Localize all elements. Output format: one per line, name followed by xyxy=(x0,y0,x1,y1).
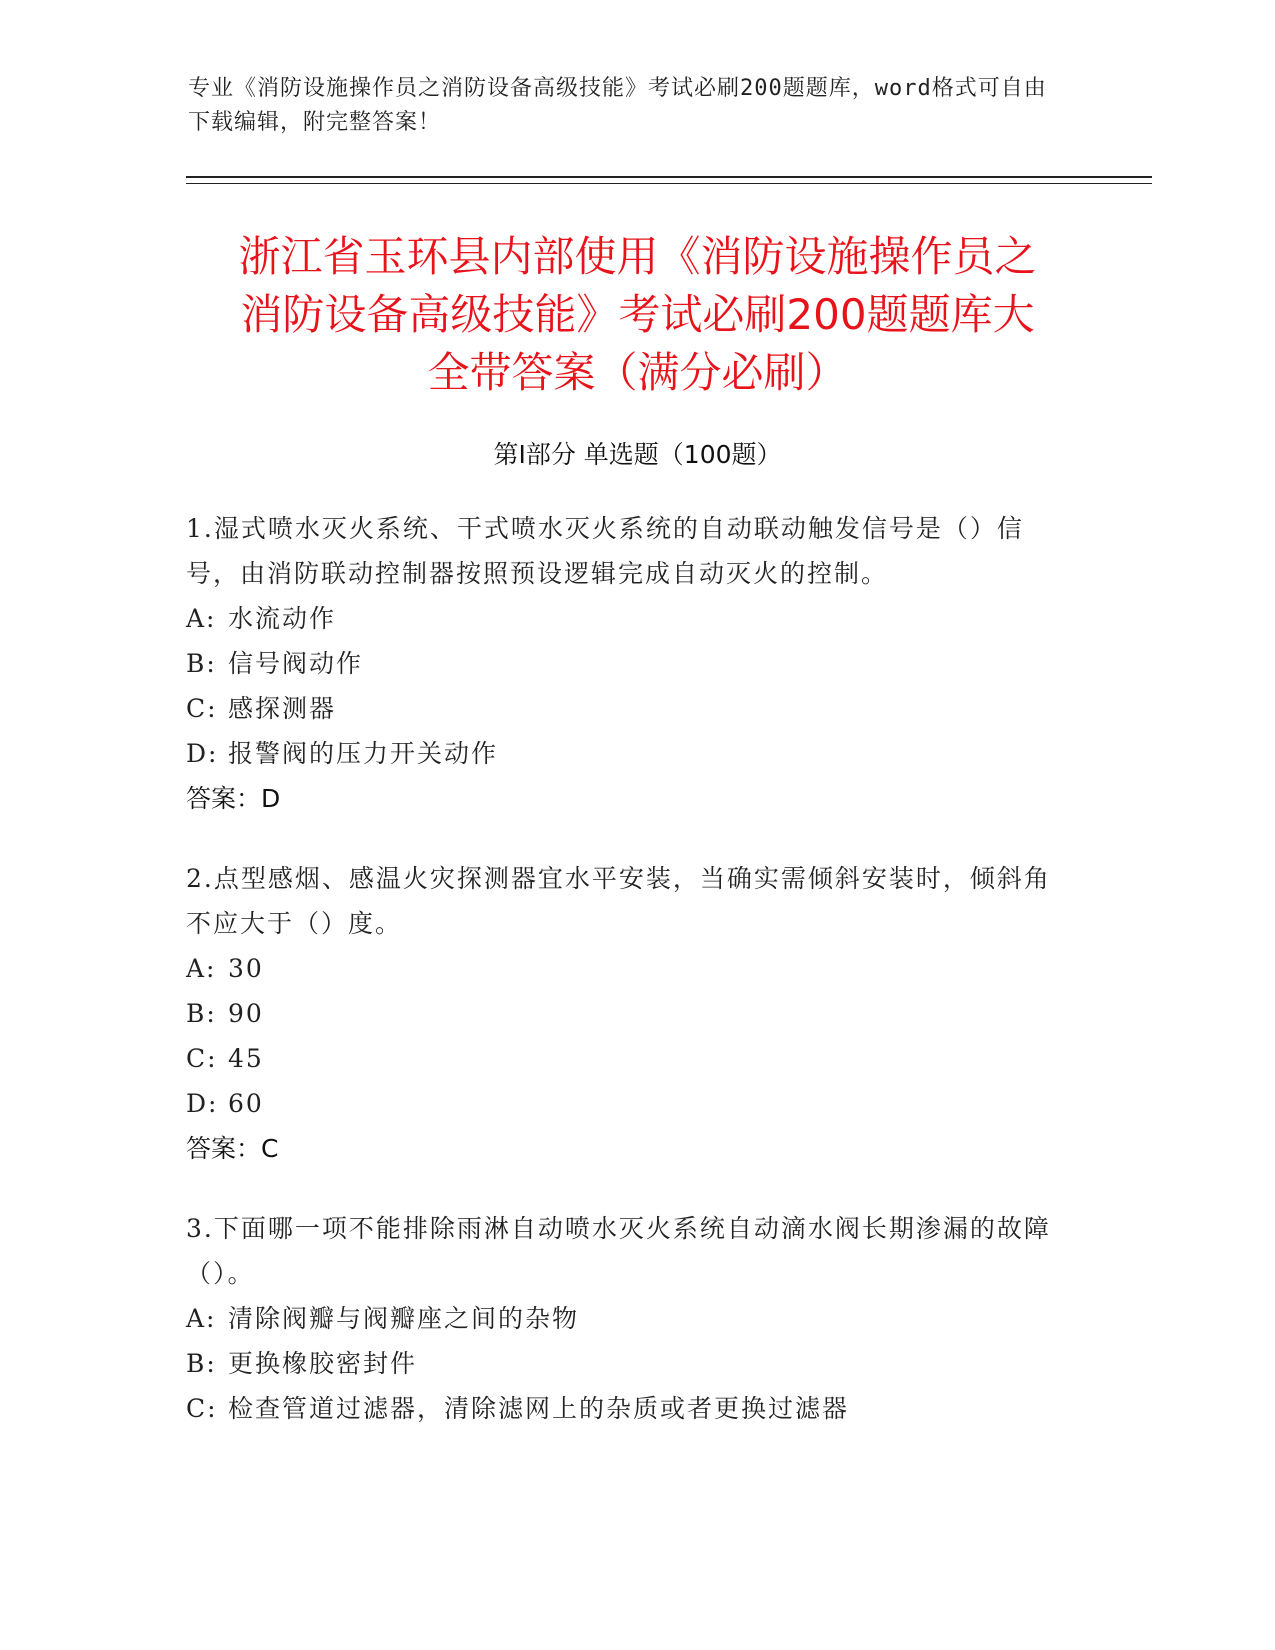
option-a xyxy=(186,946,1066,991)
option-d xyxy=(186,1081,1066,1126)
option-text: 45 xyxy=(228,1044,264,1073)
option-b xyxy=(186,991,1066,1036)
document-title-line-1: 浙江省玉环县内部使用《消防设施操作员之 xyxy=(238,232,1037,281)
document-title-line-2: 消防设备高级技能》考试必刷200题题库大 xyxy=(240,290,1035,339)
header-divider-thick xyxy=(186,176,1152,178)
option-key: B: xyxy=(186,999,217,1028)
question-1 xyxy=(186,506,1066,821)
option-key: B: xyxy=(186,1349,217,1378)
question-stem: 2.点型感烟、感温火灾探测器宜水平安装，当确实需倾斜安装时，倾斜角不应大于（）度。 xyxy=(186,864,1051,938)
header-note: 专业《消防设施操作员之消防设备高级技能》考试必刷200题题库，word格式可自由下载编辑，附完整答案！ xyxy=(188,76,1047,135)
option-key: D: xyxy=(186,739,219,768)
option-c xyxy=(186,1036,1066,1081)
option-text: 信号阀动作 xyxy=(228,649,364,678)
option-a xyxy=(186,596,1066,641)
option-text: 清除阀瓣与阀瓣座之间的杂物 xyxy=(228,1304,580,1333)
option-c xyxy=(186,686,1066,731)
answer: 答案：C xyxy=(186,1134,279,1163)
header-divider-thin xyxy=(186,183,1152,184)
answer: 答案：D xyxy=(186,784,281,813)
section-heading: 第Ⅰ部分 单选题（100题） xyxy=(493,440,782,469)
option-key: A: xyxy=(186,604,217,633)
question-2 xyxy=(186,856,1066,1171)
option-text: 水流动作 xyxy=(228,604,337,633)
option-b xyxy=(186,1341,1066,1386)
option-text: 90 xyxy=(228,999,264,1028)
document-title-line-3: 全带答案（满分必刷） xyxy=(427,348,848,397)
question-stem: 3.下面哪一项不能排除雨淋自动喷水灭火系统自动滴水阀长期渗漏的故障（）。 xyxy=(186,1214,1051,1288)
option-key: A: xyxy=(186,954,217,983)
option-text: 30 xyxy=(228,954,264,983)
option-key: D: xyxy=(186,1089,219,1118)
document-title xyxy=(160,228,1115,402)
option-a xyxy=(186,1296,1066,1341)
option-text: 报警阀的压力开关动作 xyxy=(228,739,499,768)
option-text: 检查管道过滤器，清除滤网上的杂质或者更换过滤器 xyxy=(228,1394,850,1423)
question-3 xyxy=(186,1206,1066,1431)
option-text: 更换橡胶密封件 xyxy=(228,1349,418,1378)
option-d xyxy=(186,731,1066,776)
option-key: C: xyxy=(186,694,218,723)
option-key: C: xyxy=(186,1394,218,1423)
option-text: 感探测器 xyxy=(228,694,337,723)
option-key: C: xyxy=(186,1044,218,1073)
option-c xyxy=(186,1386,1066,1431)
option-text: 60 xyxy=(228,1089,264,1118)
question-stem: 1.湿式喷水灭火系统、干式喷水灭火系统的自动联动触发信号是（）信号，由消防联动控制器按照预设逻辑完成自动灭火的控制。 xyxy=(186,514,1024,588)
option-b xyxy=(186,641,1066,686)
option-key: A: xyxy=(186,1304,217,1333)
option-key: B: xyxy=(186,649,217,678)
